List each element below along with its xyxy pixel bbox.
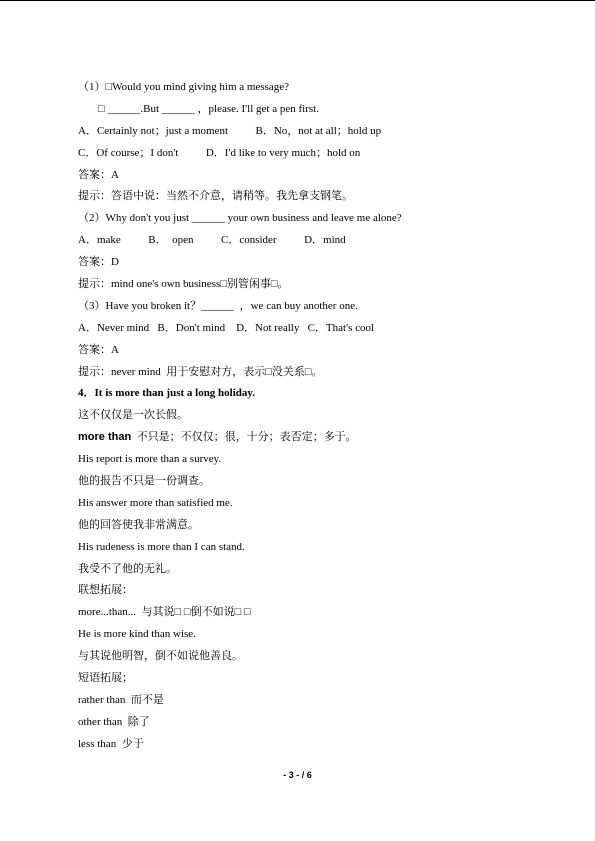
question-3-stem: （3）Have you broken it？______ ，we can buy another one. (78, 299, 358, 312)
example-1-english: His report is more than a survey. (78, 453, 222, 466)
more-than-definition (78, 427, 518, 449)
more-than-pattern: more...than... 与其说□ □倒不如说□ □ (78, 606, 251, 619)
phrase-rather-than: rather than 而不是 (78, 693, 164, 706)
more-than-term: more than (78, 431, 132, 444)
question-1-stem: （1）□Would you mind giving him a message? (78, 81, 290, 93)
section-4-translation: 这不仅仅是一次长假。 (78, 409, 188, 422)
association-heading: 联想拓展： (78, 584, 133, 597)
question-1-options-cd: C．Of course；I don't D．I'd like to very much；hold on (78, 146, 361, 159)
question-1-answer: 答案：A (78, 168, 119, 181)
question-2-answer: 答案：D (78, 256, 119, 269)
example-2-english: His answer more than satisfied me. (78, 496, 233, 509)
page-number: - 3 - / 6 (283, 770, 312, 780)
phrase-less-than: less than 少于 (78, 737, 144, 750)
example-3-english: His rudeness is more than I can stand. (78, 540, 245, 553)
example-1-chinese: 他的报告不只是一份调查。 (78, 475, 210, 488)
question-1-hint: 提示：答语中说：当然不介意，请稍等。我先拿支钢笔。 (78, 190, 353, 203)
example-4-chinese: 与其说他明智，倒不如说他善良。 (78, 650, 243, 663)
example-4-english: He is more kind than wise. (78, 628, 196, 641)
example-2-chinese: 他的回答使我非常满意。 (78, 518, 199, 531)
question-3-answer: 答案：A (78, 343, 119, 356)
question-3-options: A．Never mind B．Don't mind D．Not really C．That's cool (78, 321, 375, 334)
phrase-other-than: other than 除了 (78, 715, 150, 728)
top-border-rule (0, 0, 595, 1)
question-2-options: A．make B． open C．consider D．mind (78, 234, 346, 247)
section-4-heading: 4．It is more than just a long holiday. (78, 387, 256, 400)
question-1-options-ab: A．Certainly not；just a moment B．No，not at all；hold up (78, 124, 382, 137)
more-than-meaning: 不只是；不仅仅；很，十分；表否定；多于。 (131, 431, 357, 444)
phrase-heading: 短语拓展； (78, 672, 133, 685)
example-3-chinese: 我受不了他的无礼。 (78, 562, 177, 575)
question-1-dialogue: □ ______.But ______ ，please. I'll get a pen first. (98, 102, 319, 115)
question-2-hint: 提示：mind one's own business□别管闲事□。 (78, 278, 289, 291)
document-body (78, 77, 518, 756)
question-2-stem: （2）Why don't you just ______ your own business and leave me alone? (78, 212, 402, 225)
question-3-hint: 提示：never mind 用于安慰对方，表示□没关系□。 (78, 365, 323, 378)
